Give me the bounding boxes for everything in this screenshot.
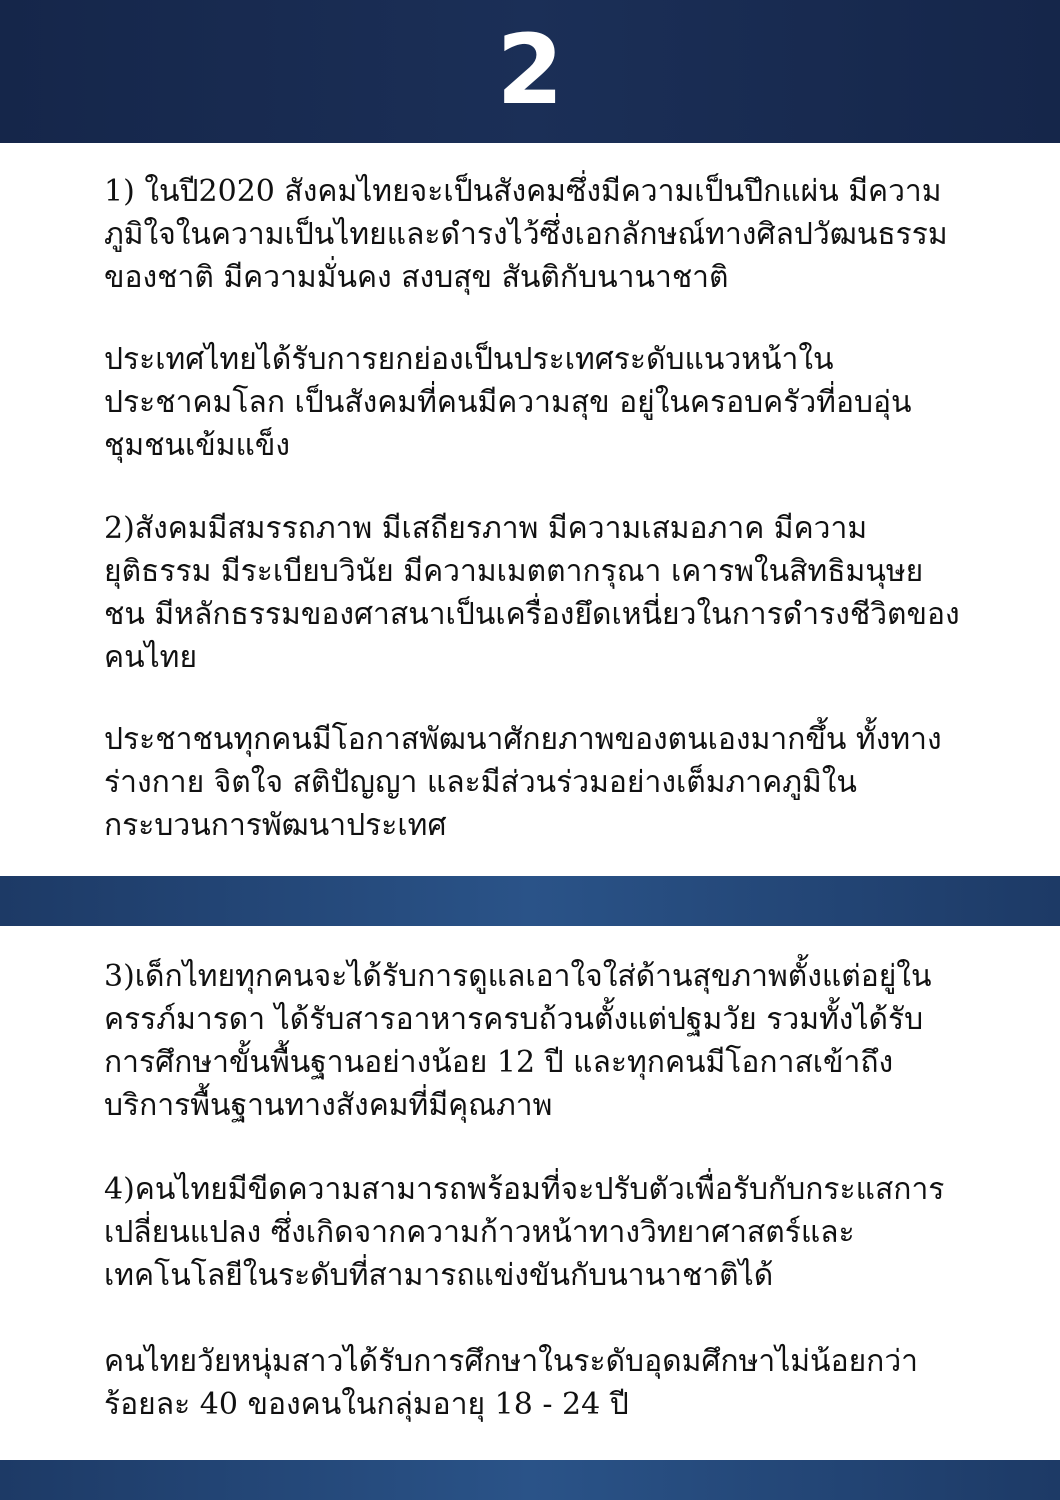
paragraph-goal-4-detail: คนไทยวัยหนุ่มสาวได้รับการศึกษาในระดับอุดมศึกษาไม่น้อยกว่า ร้อยละ 40 ของคนในกลุ่มอายุ 18 - 24 ปี [104,1344,919,1422]
paragraph-goal-2: 2)สังคมมีสมรรถภาพ มีเสถียรภาพ มีความเสมอภาค มีความ ยุติธรรม มีระเบียบวินัย มีความเมตตากรุณา เคารพในสิทธิมนุษย ชน มีหลักธรรมของศาสนาเป็นเครื่องยึดเหนี่ยวในการดำรงชีวิตของ คนไทย [104,511,960,675]
divider-band [0,876,1060,926]
paragraph-goal-1-detail: ประเทศไทยได้รับการยกย่องเป็นประเทศระดับแนวหน้าใน ประชาคมโลก เป็นสังคมที่คนมีความสุข อยู่ในครอบครัวที่อบอุ่น ชุมชนเข้มแข็ง [104,342,912,463]
paragraph-goal-1: 1) ในปี2020 สังคมไทยจะเป็นสังคมซึ่งมีความเป็นปึกแผ่น มีความ ภูมิใจในความเป็นไทยและดำรงไว้ซึ่งเอกลักษณ์ทางศิลปวัฒนธรรม ของชาติ มีความมั่นคง สงบสุข สันติกับนานาชาติ [104,174,948,295]
page-number: 2 [496,14,564,126]
header-band [0,0,1060,143]
paragraph-goal-4: 4)คนไทยมีขีดความสามารถพร้อมที่จะปรับตัวเพื่อรับกับกระแสการ เปลี่ยนแปลง ซึ่งเกิดจากความก้าวหน้าทางวิทยาศาสตร์และ เทคโนโลยีในระดับที่สามารถแข่งขันกับนานาชาติได้ [104,1172,945,1293]
paragraph-goal-3: 3)เด็กไทยทุกคนจะได้รับการดูแลเอาใจใส่ด้านสุขภาพตั้งแต่อยู่ใน ครรภ์มารดา ได้รับสารอาหารครบถ้วนตั้งแต่ปฐมวัย รวมทั้งได้รับ การศึกษาขั้นพื้นฐานอย่างน้อย 12 ปี และทุกคนมีโอกาสเข้าถึง บริการพื้นฐานทางสังคมที่มีคุณภาพ [104,959,932,1123]
paragraph-goal-2-detail: ประชาชนทุกคนมีโอกาสพัฒนาศักยภาพของตนเองมากขึ้น ทั้งทาง ร่างกาย จิตใจ สติปัญญา และมีส่วนร่วมอย่างเต็มภาคภูมิใน กระบวนการพัฒนาประเทศ [104,722,942,843]
footer-band [0,1460,1060,1500]
